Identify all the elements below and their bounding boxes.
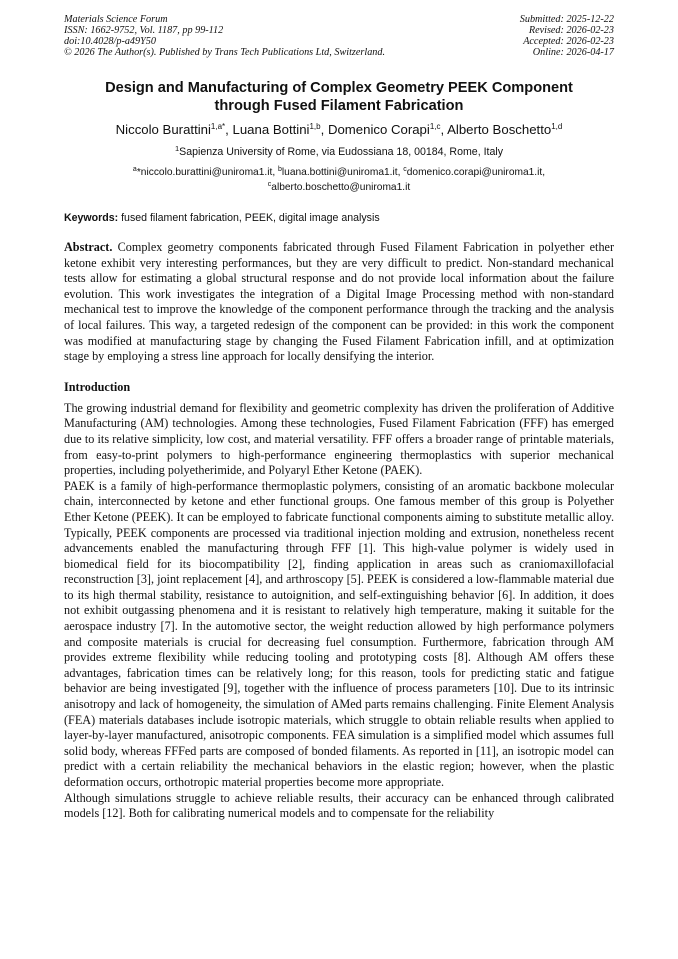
- journal-name: Materials Science Forum: [64, 14, 168, 25]
- section-heading: Introduction: [64, 379, 131, 394]
- paper-page: [64, 14, 614, 822]
- author-sup: 1,c: [429, 122, 441, 131]
- keywords: [64, 212, 614, 225]
- author-name: Luana Bottini: [232, 122, 310, 137]
- email-text: luana.bottini@uniroma1.it,: [281, 167, 404, 178]
- online-date: Online: 2026-04-17: [532, 47, 614, 58]
- author: [447, 122, 562, 137]
- author: [328, 122, 447, 137]
- email-sup: c: [403, 166, 407, 173]
- journal-header: [64, 14, 614, 58]
- title-line: through Fused Filament Fabrication: [214, 98, 464, 114]
- email-list: [64, 166, 614, 195]
- author-name: Niccolo Burattini: [115, 122, 211, 137]
- revised-date: Revised: 2026-02-23: [528, 25, 614, 36]
- affiliation: [64, 146, 614, 159]
- email: [403, 167, 545, 178]
- copyright-line: © 2026 The Author(s). Published by Trans Tech Publications Ltd, Switzerland.: [64, 47, 386, 58]
- title-line: Design and Manufacturing of Complex Geometry PEEK Component: [105, 80, 573, 96]
- issn-line: ISSN: 1662-9752, Vol. 1187, pp 99-112: [64, 25, 224, 36]
- abstract: [64, 240, 614, 365]
- body-paragraph: PAEK is a family of high-performance thermoplastic polymers, consisting of an aromatic backbone molecular chain, interconnected by ketone and ether functional groups. One famous member of this group is Polyether Ether Ketone (PEEK). It can be employed to fabricate functional components aiming to substitute metallic alloy. Typically, PEEK components are processed via traditional injection molding and extrusion, nonetheless recent advancements enabled the manufacturing through FFF [1]. This high-value polymer is widely used in biomedical field for its biocompatibility [2], finding application in areas such as craniomaxillofacial reconstruction [3], joint replacement [4], and arthroscopy [5]. PEEK is considered a low-flammable material due to its high thermal stability, resistance to autoignition, and self-extinguishing behavior [6]. In addition, it does not exhibit outgassing phenomena and it is resistant to relatively high temperature, making it suitable for the aerospace industry [7]. In the automotive sector, the weight reduction allowed by high performance polymers and composite materials is crucial for decreasing fuel consumption. Furthermore, fabrication through AM provides extreme flexibility while reducing tooling and prototyping costs [8]. Although AM offers these advantages, fabrication times can be relatively long; for this reason, tools for predicting static and fatigue behavior are being investigated [9], together with the influence of process parameters [10]. Due to its intrinsic anisotropy and lack of homogeneity, the simulation of AMed parts remains challenging. Finite Element Analysis (FEA) materials databases include isotropic materials, which struggle to obtain reliable results when applied to layer-by-layer manufactured, anisotropic components. FEA simulation is a simplified model which assumes full solid body, whereas FFFed parts are composed of bonded filaments. As reported in [11], an isotropic model can predict with a certain reliability the mechanical behaviors in the elastic region; however, when the plastic deformation occurs, orthotropic material properties become more appropriate.: [64, 478, 614, 789]
- email-sup: a: [132, 166, 137, 173]
- submitted-date: Submitted: 2025-12-22: [519, 14, 614, 25]
- keywords-text: fused filament fabrication, PEEK, digital image analysis: [118, 212, 380, 224]
- body-paragraph: Although simulations struggle to achieve reliable results, their accuracy can be enhanced through calibrated models [12]. Both for calibrating numerical models and to compensate for the reliability: [64, 790, 614, 821]
- keywords-label: Keywords:: [64, 212, 119, 224]
- author-sup: 1,b: [309, 122, 321, 131]
- abstract-text: Complex geometry components fabricated through Fused Filament Fabrication in polyether ether ketone exhibit very interesting performances, but they are very difficult to predict. Non-standard mechanical tests allow for estimating a global structural response and do not provide local information about the failure evolution. This work investigates the integration of a Digital Image Processing method with non-standard mechanical test to improve the knowledge of the component performance through the tracking and the analysis of local failures. This way, a targeted redesign of the component can be provided: in this work the component was modified at manufacturing stage by changing the Fused Filament Fabrication infill, and at optimization stage by employing a stress line approach for locally densifying the interior.: [64, 240, 614, 364]
- email-text: *niccolo.burattini@uniroma1.it,: [136, 167, 278, 178]
- author: [232, 122, 327, 137]
- author-name: Alberto Boschetto: [447, 122, 552, 137]
- author-sup: 1,d: [551, 122, 563, 131]
- author: [116, 122, 233, 137]
- author-separator: ,: [320, 122, 328, 137]
- email: [133, 167, 278, 178]
- affiliation-sup: 1: [174, 144, 180, 153]
- affiliation-text: Sapienza University of Rome, via Eudossiana 18, 00184, Rome, Italy: [179, 146, 504, 158]
- paper-title: [64, 79, 614, 115]
- author-name: Domenico Corapi: [327, 122, 430, 137]
- email-text: domenico.corapi@uniroma1.it,: [406, 167, 546, 178]
- email-sup: c: [267, 180, 272, 188]
- email-sup: b: [277, 166, 282, 173]
- abstract-label: Abstract.: [64, 240, 113, 254]
- accepted-date: Accepted: 2026-02-23: [523, 36, 614, 47]
- body-paragraph: The growing industrial demand for flexibility and geometric complexity has driven the proliferation of Additive Manufacturing (AM) technologies. Among these technologies, Fused Filament Fabrication (FFF) has emerged due to its relative simplicity, low cost, and material versatility. FFF offers a broader range of printable materials, from easy-to-print polymers to high-performance engineering thermoplastics with superior mechanical properties, including polyetherimide, and Polyaryl Ether Ketone (PAEK).: [64, 400, 614, 478]
- author-list: [64, 121, 614, 138]
- email: [278, 167, 403, 178]
- author-separator: ,: [225, 122, 233, 137]
- doi-line: doi:10.4028/p-a49Y50: [64, 36, 156, 47]
- journal-info: [64, 14, 385, 58]
- author-separator: ,: [440, 122, 448, 137]
- author-sup: 1,a*: [210, 122, 226, 131]
- email-text: alberto.boschetto@uniroma1.it: [271, 181, 411, 193]
- dates-info: [520, 14, 614, 58]
- email: [268, 182, 410, 193]
